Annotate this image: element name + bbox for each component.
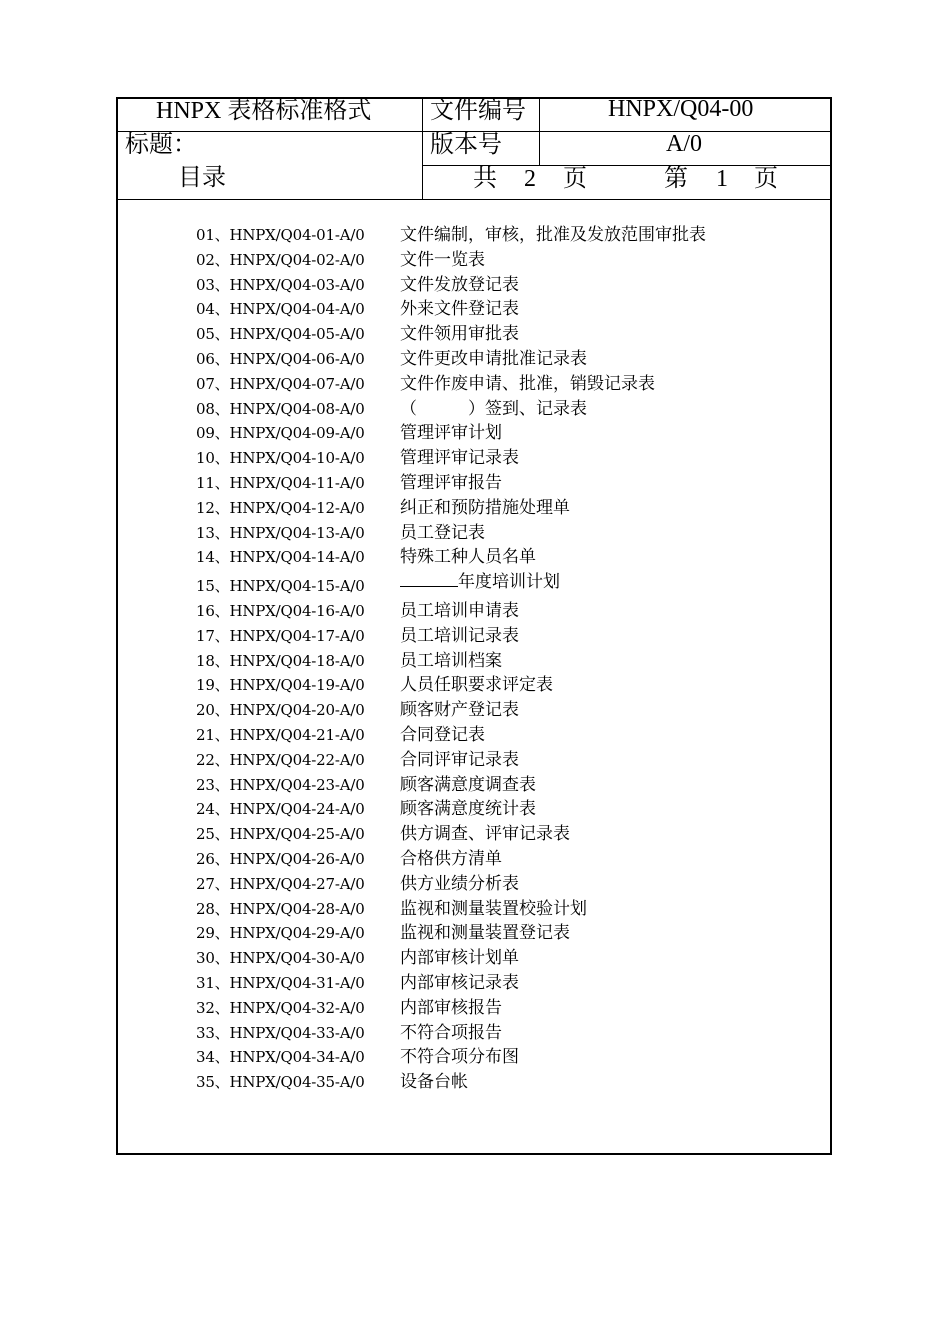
form-code: 23、HNPX/Q04-23-A/0 [196, 775, 365, 794]
form-code: 12、HNPX/Q04-12-A/0 [196, 498, 365, 517]
form-name [400, 847, 502, 872]
current-prefix: 第 [664, 166, 688, 192]
form-name [400, 748, 519, 773]
list-item [196, 397, 706, 422]
form-name [400, 1070, 468, 1095]
form-code: 10、HNPX/Q04-10-A/0 [196, 449, 365, 468]
form-name-text: 员工培训档案 [400, 650, 502, 671]
form-name-text: 年度培训计划 [458, 572, 560, 593]
form-code: 08、HNPX/Q04-08-A/0 [196, 399, 365, 418]
format-title: HNPX 表格标准格式 [156, 98, 372, 124]
form-name [400, 273, 519, 298]
form-code: 32、HNPX/Q04-32-A/0 [196, 998, 365, 1017]
form-name [400, 545, 536, 570]
list-item [196, 322, 706, 347]
form-code: 21、HNPX/Q04-21-A/0 [196, 725, 365, 744]
form-name [400, 471, 502, 496]
form-code: 02、HNPX/Q04-02-A/0 [196, 250, 365, 269]
form-name [400, 347, 587, 372]
list-item [196, 1045, 706, 1070]
form-name-text: 外来文件登记表 [400, 299, 519, 320]
total-prefix: 共 [473, 166, 497, 192]
form-code: 33、HNPX/Q04-33-A/0 [196, 1023, 365, 1042]
form-name-text: 监视和测量装置校验计划 [400, 898, 587, 919]
list-item [196, 1021, 706, 1046]
form-code: 27、HNPX/Q04-27-A/0 [196, 874, 365, 893]
form-code: 11、HNPX/Q04-11-A/0 [196, 473, 365, 492]
form-name [400, 521, 485, 546]
list-item [196, 996, 706, 1021]
form-name-text: 文件一览表 [400, 249, 485, 270]
subject-title: 目录 [178, 165, 226, 191]
form-name-text: 文件更改申请批准记录表 [400, 348, 587, 369]
form-name [400, 599, 519, 624]
form-code: 18、HNPX/Q04-18-A/0 [196, 651, 365, 670]
list-item [196, 223, 706, 248]
form-name-text: 合同登记表 [400, 724, 485, 745]
form-code: 34、HNPX/Q04-34-A/0 [196, 1048, 365, 1067]
form-code: 31、HNPX/Q04-31-A/0 [196, 973, 365, 992]
form-name [400, 372, 655, 397]
form-code: 26、HNPX/Q04-26-A/0 [196, 849, 365, 868]
list-item [196, 698, 706, 723]
form-name [400, 921, 570, 946]
list-item [196, 421, 706, 446]
total-pages: 2 [524, 166, 536, 192]
form-name-text: 顾客满意度统计表 [400, 799, 536, 820]
form-code: 20、HNPX/Q04-20-A/0 [196, 701, 365, 720]
form-name-text: 人员任职要求评定表 [400, 675, 553, 696]
form-name [400, 971, 519, 996]
form-code: 13、HNPX/Q04-13-A/0 [196, 523, 365, 542]
form-name-text: 员工培训记录表 [400, 625, 519, 646]
form-name-text: （ ）签到、记录表 [400, 398, 587, 419]
form-code: 05、HNPX/Q04-05-A/0 [196, 325, 365, 344]
current-page: 1 [716, 166, 728, 192]
list-item [196, 649, 706, 674]
title-label: 标题： [125, 132, 197, 158]
form-name [400, 773, 536, 798]
form-name [400, 797, 536, 822]
form-code: 03、HNPX/Q04-03-A/0 [196, 275, 365, 294]
form-name [400, 496, 570, 521]
list-item [196, 971, 706, 996]
form-name-text: 内部审核记录表 [400, 972, 519, 993]
form-name [400, 897, 587, 922]
header-rule-4 [116, 199, 832, 200]
form-name [400, 570, 560, 595]
form-name [400, 996, 502, 1021]
form-name-text: 文件作废申请、批准，销毁记录表 [400, 373, 655, 394]
header-vrule-1 [422, 98, 423, 199]
form-name-text: 员工登记表 [400, 522, 485, 543]
form-code: 16、HNPX/Q04-16-A/0 [196, 601, 365, 620]
form-code: 19、HNPX/Q04-19-A/0 [196, 676, 365, 695]
form-name-text: 管理评审报告 [400, 472, 502, 493]
form-name-text: 供方业绩分析表 [400, 873, 519, 894]
list-item [196, 773, 706, 798]
form-code: 35、HNPX/Q04-35-A/0 [196, 1073, 365, 1092]
form-code: 06、HNPX/Q04-06-A/0 [196, 349, 365, 368]
form-list [196, 223, 706, 1095]
form-name [400, 872, 519, 897]
form-name-text: 内部审核计划单 [400, 948, 519, 969]
form-name [400, 248, 485, 273]
form-code: 25、HNPX/Q04-25-A/0 [196, 825, 365, 844]
header-vrule-2 [539, 98, 540, 165]
form-code: 09、HNPX/Q04-09-A/0 [196, 424, 365, 443]
form-code: 24、HNPX/Q04-24-A/0 [196, 800, 365, 819]
form-name-text: 管理评审记录表 [400, 448, 519, 469]
list-item [196, 872, 706, 897]
form-name-text: 设备台帐 [400, 1072, 468, 1093]
form-name [400, 946, 519, 971]
form-name-text: 顾客财产登记表 [400, 700, 519, 721]
form-name [400, 223, 706, 248]
form-name-text: 合格供方清单 [400, 848, 502, 869]
list-item [196, 446, 706, 471]
form-name [400, 673, 553, 698]
form-name [400, 1045, 519, 1070]
form-name-text: 供方调查、评审记录表 [400, 824, 570, 845]
page-unit-1: 页 [563, 166, 587, 192]
form-name-text: 不符合项分布图 [400, 1047, 519, 1068]
form-name [400, 649, 502, 674]
list-item [196, 521, 706, 546]
form-name-text: 员工培训申请表 [400, 600, 519, 621]
form-name [400, 822, 570, 847]
form-code: 15、HNPX/Q04-15-A/0 [196, 577, 365, 596]
doc-no-value: HNPX/Q04-00 [608, 96, 754, 122]
version-label: 版本号 [430, 132, 502, 158]
list-item [196, 897, 706, 922]
form-name [400, 397, 587, 422]
form-name [400, 297, 519, 322]
form-code: 22、HNPX/Q04-22-A/0 [196, 750, 365, 769]
form-name [400, 322, 519, 347]
list-item [196, 797, 706, 822]
year-blank-line [400, 572, 458, 587]
form-code: 04、HNPX/Q04-04-A/0 [196, 300, 365, 319]
form-name-text: 顾客满意度调查表 [400, 774, 536, 795]
form-name-text: 管理评审计划 [400, 423, 502, 444]
list-item [196, 946, 706, 971]
list-item [196, 748, 706, 773]
form-name-text: 文件编制，审核，批准及发放范围审批表 [400, 225, 706, 245]
form-name [400, 1021, 502, 1046]
form-name [400, 446, 519, 471]
list-item [196, 1070, 706, 1095]
page-unit-2: 页 [754, 166, 778, 192]
list-item [196, 248, 706, 273]
list-item [196, 921, 706, 946]
form-name [400, 698, 519, 723]
form-name-text: 纠正和预防措施处理单 [400, 497, 570, 518]
list-item [196, 599, 706, 624]
version-value: A/0 [666, 131, 702, 157]
form-name [400, 723, 485, 748]
list-item [196, 673, 706, 698]
form-name-text: 不符合项报告 [400, 1022, 502, 1043]
form-name [400, 421, 502, 446]
form-code: 30、HNPX/Q04-30-A/0 [196, 949, 365, 968]
form-name-text: 特殊工种人员名单 [400, 547, 536, 568]
form-name-text: 文件领用审批表 [400, 324, 519, 345]
form-code: 29、HNPX/Q04-29-A/0 [196, 924, 365, 943]
doc-no-label: 文件编号 [430, 98, 526, 124]
list-item [196, 723, 706, 748]
list-item [196, 545, 706, 570]
list-item [196, 822, 706, 847]
list-item [196, 624, 706, 649]
list-item [196, 297, 706, 322]
list-item [196, 496, 706, 521]
list-item [196, 471, 706, 496]
list-item [196, 273, 706, 298]
form-name-text: 监视和测量装置登记表 [400, 923, 570, 944]
form-code: 28、HNPX/Q04-28-A/0 [196, 899, 365, 918]
form-code: 17、HNPX/Q04-17-A/0 [196, 626, 365, 645]
form-code: 01、HNPX/Q04-01-A/0 [196, 226, 365, 244]
form-name-text: 合同评审记录表 [400, 749, 519, 770]
form-name-text: 文件发放登记表 [400, 274, 519, 295]
form-name [400, 624, 519, 649]
form-code: 14、HNPX/Q04-14-A/0 [196, 548, 365, 567]
form-code: 07、HNPX/Q04-07-A/0 [196, 374, 365, 393]
list-item [196, 347, 706, 372]
list-item [196, 574, 706, 599]
list-item [196, 372, 706, 397]
form-name-text: 内部审核报告 [400, 997, 502, 1018]
list-item [196, 847, 706, 872]
